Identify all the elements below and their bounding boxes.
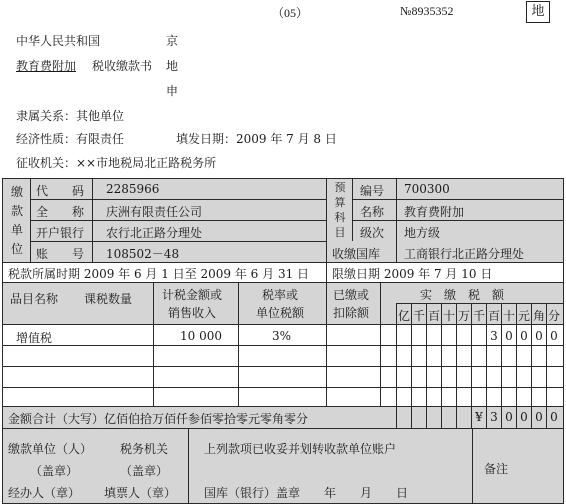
remarks-label: 备注	[484, 462, 509, 476]
col-rate-header-1: 税率或	[262, 288, 299, 302]
treasury-value: 工商银行北正路分理处	[404, 247, 525, 261]
payer-name-label: 全 称	[36, 205, 85, 219]
payer-account-label: 账 号	[36, 247, 85, 261]
payer-seal: （盖章）	[30, 464, 79, 478]
budget-code-label: 编号	[360, 184, 385, 198]
treasury-label: 收缴国库	[332, 247, 381, 261]
economic-nature: 经济性质：有限责任	[16, 132, 125, 146]
col-qty-header: 课税数量	[84, 292, 133, 306]
transfer-note: 上列款项已收妥并划转收款单位账户	[204, 442, 397, 456]
payer-unit-label: 缴款单位（人）	[8, 442, 93, 456]
handler-label: 经办人（章）	[8, 486, 81, 500]
side-char-2: 地	[166, 59, 179, 73]
total-digit-8: 0	[520, 410, 528, 424]
tax-office-label: 税务机关	[120, 442, 169, 456]
payer-bank-value: 农行北正路分理处	[106, 226, 203, 240]
payer-code-value: 2285966	[106, 182, 160, 196]
form-title-underlined: 教育费附加	[16, 59, 77, 73]
total-digit-6: 3	[490, 410, 498, 424]
budget-code-value: 700300	[404, 182, 450, 196]
budget-name-value: 教育费附加	[404, 205, 465, 219]
row-digit-7: 0	[505, 329, 513, 343]
total-digit-9: 0	[535, 410, 543, 424]
total-label: 金额合计（大写）亿佰伯拾万佰仟参佰零拾零元零角零分	[8, 412, 309, 426]
digit-header-3: 十	[442, 309, 455, 323]
col-paid-header: 实 缴 税 额	[420, 288, 505, 302]
row-rate: 3%	[272, 329, 292, 343]
digit-header-5: 千	[472, 309, 485, 323]
fill-date: 填发日期：2009 年 7 月 8 日	[176, 132, 337, 146]
serial-number: №8935352	[400, 4, 454, 18]
digit-header-1: 千	[412, 309, 425, 323]
country-name: 中华人民共和国	[16, 34, 101, 48]
col-deduct-header-1: 已缴或	[333, 288, 370, 302]
payer-name-value: 庆洲有限责任公司	[106, 205, 203, 219]
total-digit-5: ¥	[475, 410, 483, 424]
col-item-header: 品目名称	[10, 292, 59, 306]
digit-header-6: 百	[487, 309, 500, 323]
digit-header-4: 万	[457, 309, 470, 323]
treasury-seal-date: 国库（银行）盖章 年 月 日	[204, 486, 409, 500]
collection-authority: 征收机关：××市地税局北正路税务所	[16, 156, 217, 170]
budget-level-label: 级次	[360, 226, 385, 240]
digit-header-9: 角	[532, 309, 545, 323]
digit-header-8: 元	[517, 309, 530, 323]
row-digit-6: 3	[490, 329, 498, 343]
filler-label: 填票人（章）	[104, 486, 177, 500]
budget-name-label: 名称	[360, 205, 385, 219]
total-digit-7: 0	[505, 410, 513, 424]
digit-header-7: 十	[502, 309, 515, 323]
col-base-header-2: 销售收入	[168, 306, 217, 320]
total-digit-10: 0	[550, 410, 558, 424]
payment-deadline: 限缴日期 2009 年 7 月 10 日	[332, 267, 493, 281]
digit-header-2: 百	[427, 309, 440, 323]
col-rate-header-2: 单位税额	[256, 306, 305, 320]
form-title: 税收缴款书	[92, 59, 153, 73]
side-char-1: 京	[166, 34, 179, 48]
copy-number: （05）	[272, 6, 309, 20]
digit-header-10: 分	[547, 309, 560, 323]
payer-code-label: 代 码	[36, 184, 85, 198]
tax-office-seal: （盖章）	[120, 464, 169, 478]
digit-header-0: 亿	[397, 309, 410, 323]
col-deduct-header-2: 扣除额	[333, 306, 370, 320]
side-char-3: 申	[166, 84, 179, 98]
budget-group-label: 预 算 科 目	[334, 181, 346, 239]
row-digit-8: 0	[520, 329, 528, 343]
affiliation: 隶属关系：其他单位	[16, 109, 125, 123]
payer-bank-label: 开户银行	[36, 226, 85, 240]
budget-level-value: 地方级	[404, 226, 441, 240]
row-item: 增值税	[16, 331, 53, 345]
row-digit-10: 0	[550, 329, 558, 343]
tax-period: 税款所属时期 2009 年 6 月 1 日至 2009 年 6 月 31 日	[8, 267, 310, 281]
payer-group-label: 缴 款 单 位	[10, 185, 23, 256]
region-badge: 地	[526, 1, 550, 23]
col-base-header-1: 计税金额或	[162, 288, 223, 302]
row-digit-9: 0	[535, 329, 543, 343]
row-base: 10 000	[180, 329, 222, 343]
payer-account-value: 108502－48	[106, 247, 180, 261]
